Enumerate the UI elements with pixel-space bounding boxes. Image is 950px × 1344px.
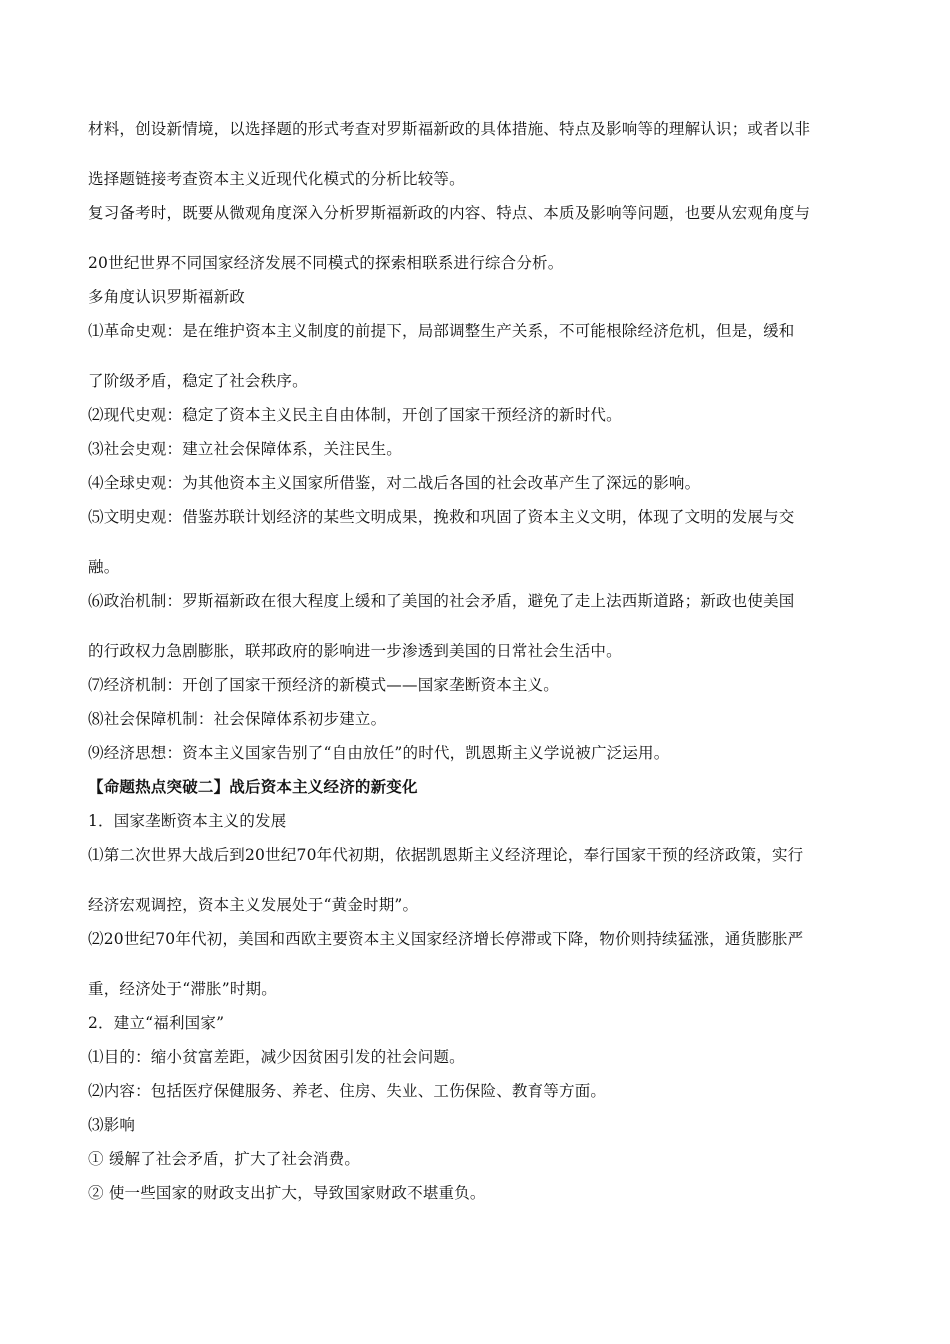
paragraph-line: ⑵内容：包括医疗保健服务、养老、住房、失业、工伤保险、教育等方面。 [88, 1082, 607, 1100]
paragraph-line: ⑶社会史观：建立社会保障体系，关注民生。 [88, 440, 403, 458]
paragraph-line: 选择题链接考查资本主义近现代化模式的分析比较等。 [88, 170, 465, 188]
paragraph-line: 多角度认识罗斯福新政 [88, 288, 246, 306]
list-item: ② 使一些国家的财政支出扩大，导致国家财政不堪重负。 [88, 1184, 486, 1202]
subsection-heading: 1．国家垄断资本主义的发展 [88, 812, 287, 830]
paragraph-line: ⑷全球史观：为其他资本主义国家所借鉴，对二战后各国的社会改革产生了深远的影响。 [88, 474, 701, 492]
subsection-heading: 2．建立“福利国家” [88, 1014, 225, 1032]
paragraph-line: ⑴第二次世界大战后到20世纪70年代初期，依据凯恩斯主义经济理论，奉行国家干预的经济政策，实行 [88, 846, 804, 864]
paragraph-line: ⑴目的：缩小贫富差距，减少因贫困引发的社会问题。 [88, 1048, 465, 1066]
paragraph-line: 20世纪世界不同国家经济发展不同模式的探索相联系进行综合分析。 [88, 254, 564, 272]
paragraph-line: ⑵现代史观：稳定了资本主义民主自由体制，开创了国家干预经济的新时代。 [88, 406, 622, 424]
paragraph-line: ⑸文明史观：借鉴苏联计划经济的某些文明成果，挽救和巩固了资本主义文明，体现了文明的发展与交 [88, 508, 795, 526]
paragraph-line: ⑺经济机制：开创了国家干预经济的新模式——国家垄断资本主义。 [88, 676, 560, 694]
paragraph-line: ⑻社会保障机制：社会保障体系初步建立。 [88, 710, 387, 728]
paragraph-line: 复习备考时，既要从微观角度深入分析罗斯福新政的内容、特点、本质及影响等问题，也要从宏观角度与 [88, 204, 811, 222]
paragraph-line: 重，经济处于“滞胀”时期。 [88, 980, 277, 998]
paragraph-line: ⑹政治机制：罗斯福新政在很大程度上缓和了美国的社会矛盾，避免了走上法西斯道路；新政也使美国 [88, 592, 795, 610]
paragraph-line: ⑶影响 [88, 1116, 136, 1134]
section-heading: 【命题热点突破二】战后资本主义经济的新变化 [88, 777, 418, 796]
paragraph-line: 了阶级矛盾，稳定了社会秩序。 [88, 372, 308, 390]
paragraph-line: 的行政权力急剧膨胀，联邦政府的影响进一步渗透到美国的日常社会生活中。 [88, 642, 622, 660]
document-body [88, 112, 868, 1210]
paragraph-line: 融。 [88, 558, 120, 576]
paragraph-line: 经济宏观调控，资本主义发展处于“黄金时期”。 [88, 896, 419, 914]
list-item: ① 缓解了社会矛盾，扩大了社会消费。 [88, 1150, 361, 1168]
paragraph-line: ⑴革命史观：是在维护资本主义制度的前提下，局部调整生产关系，不可能根除经济危机，但是，缓和 [88, 322, 795, 340]
paragraph-line: ⑵20世纪70年代初，美国和西欧主要资本主义国家经济增长停滞或下降，物价则持续猛涨，通货膨胀严 [88, 930, 804, 948]
paragraph-line: ⑼经济思想：资本主义国家告别了“自由放任”的时代，凯恩斯主义学说被广泛运用。 [88, 744, 670, 762]
paragraph-line: 材料，创设新情境，以选择题的形式考查对罗斯福新政的具体措施、特点及影响等的理解认识；或者以非 [88, 120, 811, 138]
